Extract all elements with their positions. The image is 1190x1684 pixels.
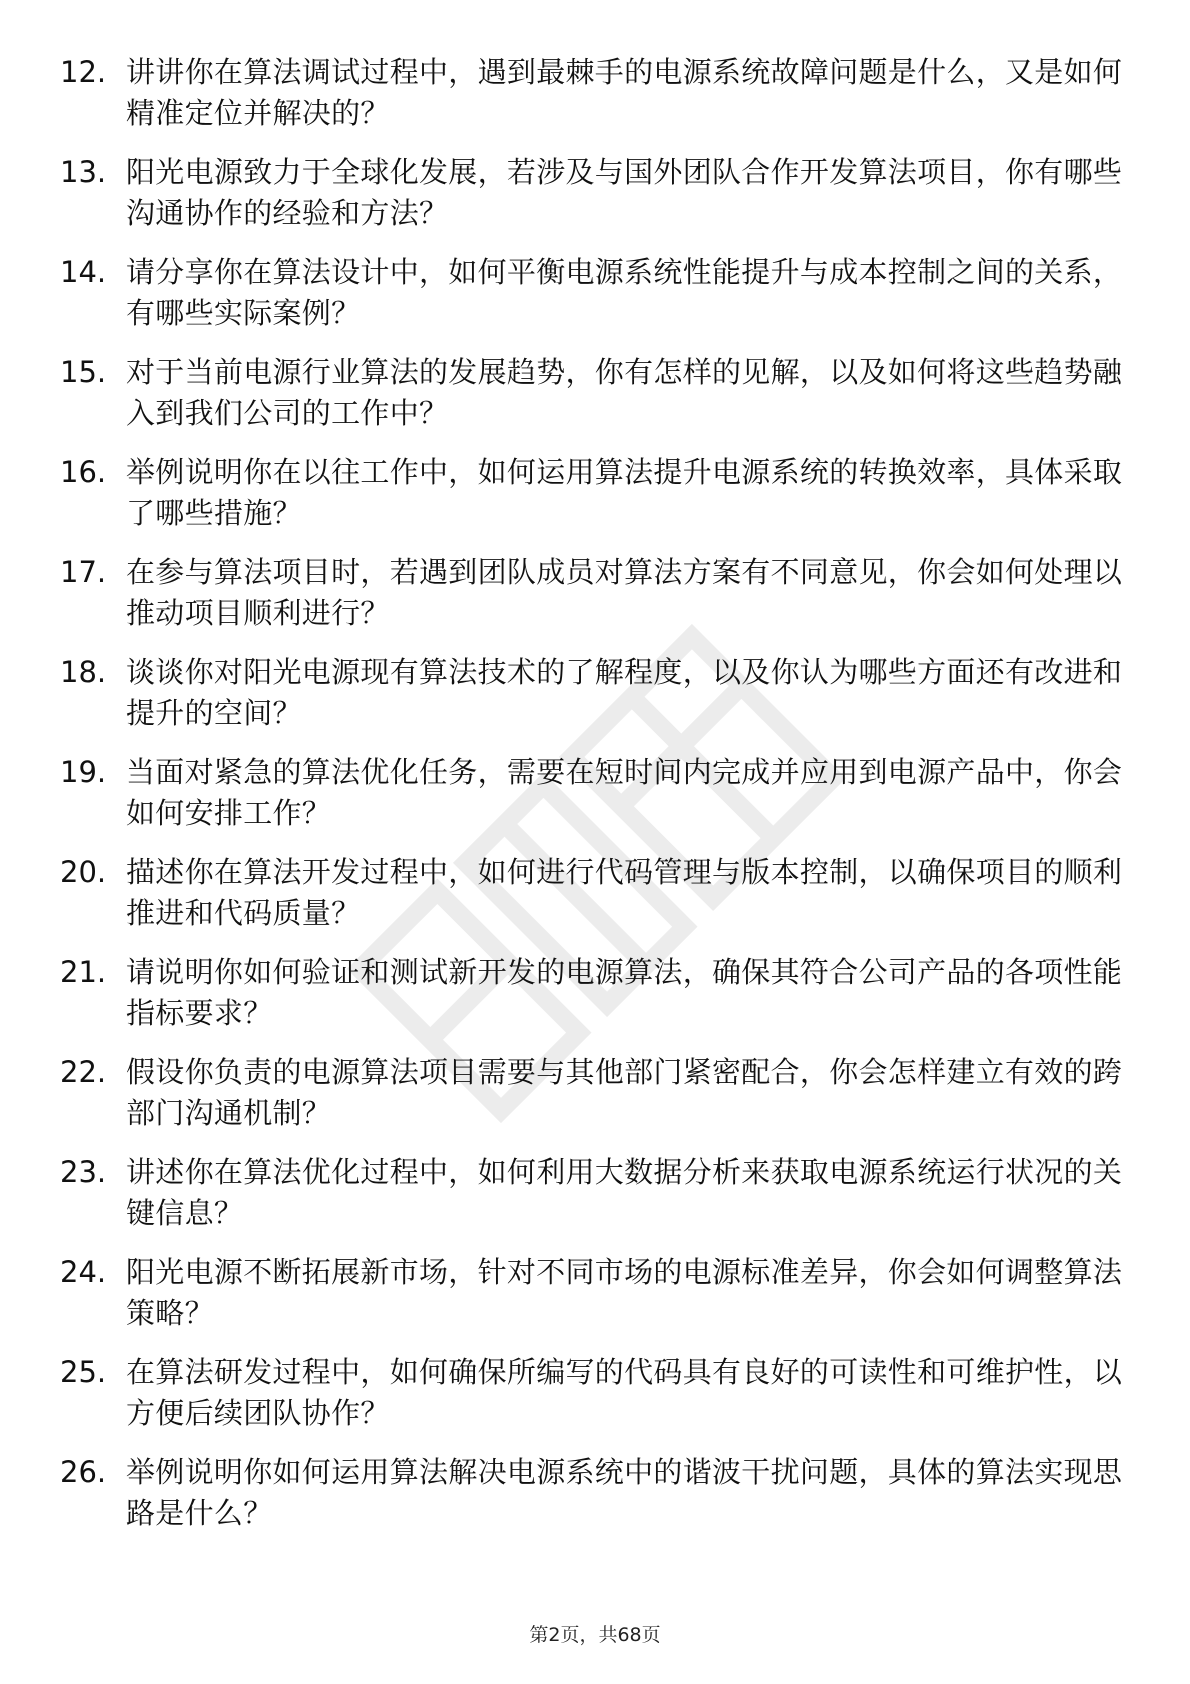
- list-item: [60, 1052, 1130, 1134]
- question-text: 讲讲你在算法调试过程中，遇到最棘手的电源系统故障问题是什么，又是如何精准定位并解决的？: [126, 55, 1123, 130]
- question-list: [60, 52, 1130, 1552]
- question-number: 17.: [60, 555, 107, 589]
- list-item: [60, 352, 1130, 434]
- question-text: 阳光电源不断拓展新市场，针对不同市场的电源标准差异，你会如何调整算法策略？: [126, 1255, 1123, 1330]
- question-number: 15.: [60, 355, 107, 389]
- list-item: [60, 152, 1130, 234]
- question-text: 假设你负责的电源算法项目需要与其他部门紧密配合，你会怎样建立有效的跨部门沟通机制？: [126, 1055, 1123, 1130]
- question-text: 请分享你在算法设计中，如何平衡电源系统性能提升与成本控制之间的关系，有哪些实际案例？: [126, 255, 1123, 330]
- question-number: 14.: [60, 255, 107, 289]
- question-number: 24.: [60, 1255, 107, 1289]
- list-item: [60, 52, 1130, 134]
- question-text: 描述你在算法开发过程中，如何进行代码管理与版本控制，以确保项目的顺利推进和代码质量？: [126, 855, 1123, 930]
- list-item: [60, 1252, 1130, 1334]
- question-text: 请说明你如何验证和测试新开发的电源算法，确保其符合公司产品的各项性能指标要求？: [126, 955, 1123, 1030]
- question-number: 20.: [60, 855, 107, 889]
- question-text: 讲述你在算法优化过程中，如何利用大数据分析来获取电源系统运行状况的关键信息？: [126, 1155, 1123, 1230]
- question-text: 阳光电源致力于全球化发展，若涉及与国外团队合作开发算法项目，你有哪些沟通协作的经验和方法？: [126, 155, 1123, 230]
- page-footer: [0, 1620, 1190, 1647]
- question-text: 谈谈你对阳光电源现有算法技术的了解程度，以及你认为哪些方面还有改进和提升的空间？: [126, 655, 1123, 730]
- question-number: 12.: [60, 55, 107, 89]
- list-item: [60, 1152, 1130, 1234]
- question-number: 21.: [60, 955, 107, 989]
- question-text: 举例说明你在以往工作中，如何运用算法提升电源系统的转换效率，具体采取了哪些措施？: [126, 455, 1123, 530]
- list-item: [60, 752, 1130, 834]
- question-text: 对于当前电源行业算法的发展趋势，你有怎样的见解，以及如何将这些趋势融入到我们公司的工作中？: [126, 355, 1123, 430]
- list-item: [60, 1352, 1130, 1434]
- list-item: [60, 1452, 1130, 1534]
- question-number: 18.: [60, 655, 107, 689]
- question-number: 13.: [60, 155, 107, 189]
- question-number: 19.: [60, 755, 107, 789]
- question-text: 在参与算法项目时，若遇到团队成员对算法方案有不同意见，你会如何处理以推动项目顺利进行？: [126, 555, 1123, 630]
- list-item: [60, 852, 1130, 934]
- page-indicator: 第2页，共68页: [529, 1624, 661, 1646]
- question-number: 25.: [60, 1355, 107, 1389]
- question-text: 举例说明你如何运用算法解决电源系统中的谐波干扰问题，具体的算法实现思路是什么？: [126, 1455, 1123, 1530]
- list-item: [60, 252, 1130, 334]
- question-number: 22.: [60, 1055, 107, 1089]
- list-item: [60, 452, 1130, 534]
- question-number: 26.: [60, 1455, 107, 1489]
- question-number: 23.: [60, 1155, 107, 1189]
- list-item: [60, 652, 1130, 734]
- question-number: 16.: [60, 455, 107, 489]
- question-text: 当面对紧急的算法优化任务，需要在短时间内完成并应用到电源产品中，你会如何安排工作？: [126, 755, 1123, 830]
- question-text: 在算法研发过程中，如何确保所编写的代码具有良好的可读性和可维护性，以方便后续团队协作？: [126, 1355, 1123, 1430]
- list-item: [60, 952, 1130, 1034]
- list-item: [60, 552, 1130, 634]
